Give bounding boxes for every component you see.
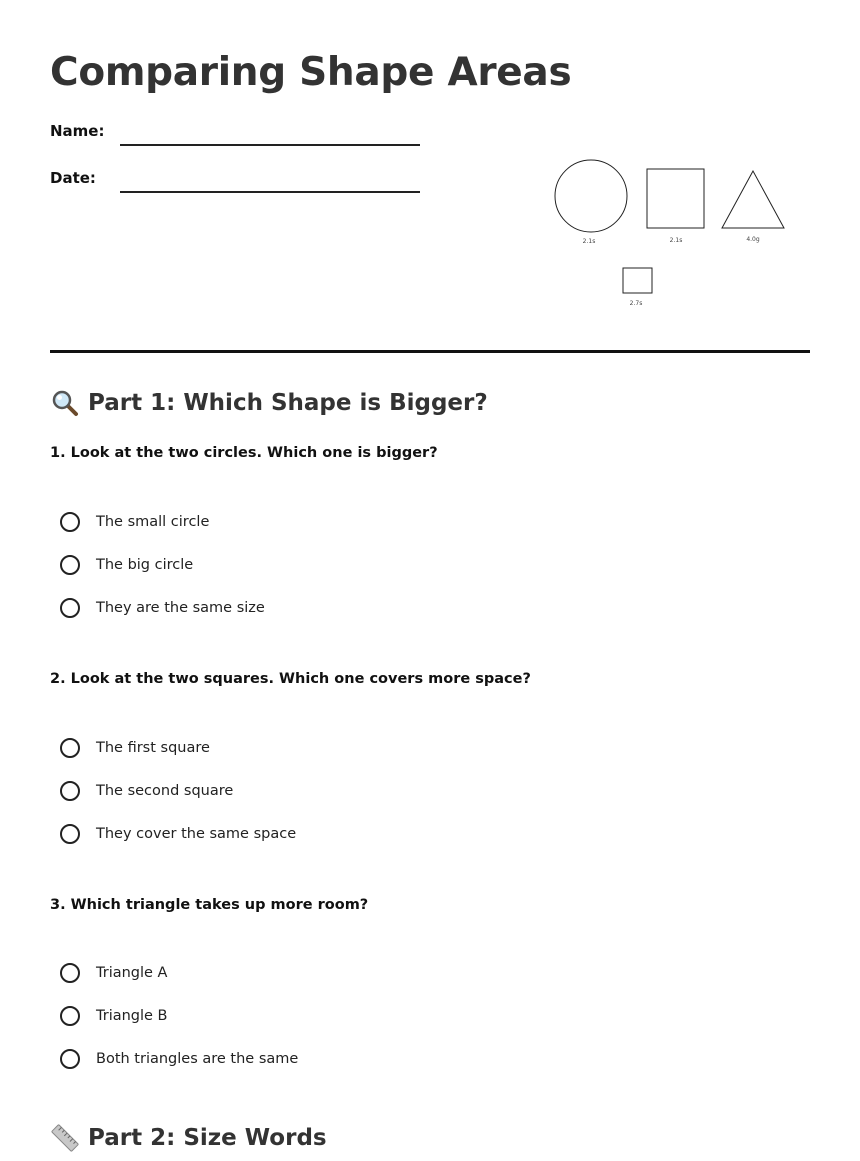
q3-option-triangle-a[interactable] (60, 960, 167, 986)
magnifying-glass-icon (50, 388, 80, 418)
radio-button[interactable] (60, 555, 80, 575)
circle-shape (555, 160, 627, 232)
q2-option-second-square[interactable] (60, 778, 233, 804)
option-label: The second square (96, 783, 234, 799)
option-label: The small circle (96, 514, 210, 530)
q3-option-triangle-b[interactable] (60, 1003, 168, 1029)
triangle-shape (722, 171, 784, 228)
q1-option-big-circle[interactable] (60, 552, 193, 578)
part1-title-text: Part 1: Which Shape is Bigger? (88, 390, 488, 416)
header-divider (50, 350, 810, 353)
option-label: The first square (96, 740, 210, 756)
shapes-drawing (540, 150, 800, 320)
q2-option-first-square[interactable] (60, 735, 210, 761)
option-label: They cover the same space (96, 826, 297, 842)
page-title: Comparing Shape Areas (50, 50, 572, 95)
part2-title-text: Part 2: Size Words (88, 1125, 327, 1151)
option-label: Triangle B (96, 1008, 168, 1024)
part2-title (50, 1123, 327, 1153)
date-input-line[interactable] (120, 191, 420, 193)
date-label: Date: (50, 169, 96, 187)
radio-button[interactable] (60, 824, 80, 844)
radio-button[interactable] (60, 963, 80, 983)
part1-title (50, 388, 488, 418)
option-label: Both triangles are the same (96, 1051, 299, 1067)
q2-option-same-space[interactable] (60, 821, 296, 847)
ruler-icon (50, 1123, 80, 1153)
option-label: Triangle A (96, 965, 168, 981)
radio-button[interactable] (60, 512, 80, 532)
question-1: 1. Look at the two circles. Which one is bigger? (50, 445, 438, 461)
small-rectangle-shape (623, 268, 652, 293)
shapes-figure (540, 150, 800, 320)
radio-button[interactable] (60, 1006, 80, 1026)
circle-label: 2.1s (582, 238, 596, 245)
q1-option-same-size[interactable] (60, 595, 265, 621)
q1-option-small-circle[interactable] (60, 509, 209, 535)
radio-button[interactable] (60, 598, 80, 618)
option-label: The big circle (96, 557, 194, 573)
name-input-line[interactable] (120, 144, 420, 146)
option-label: They are the same size (96, 600, 265, 616)
question-2: 2. Look at the two squares. Which one covers more space? (50, 671, 531, 687)
q3-option-both-same[interactable] (60, 1046, 298, 1072)
square-label: 2.1s (669, 237, 683, 244)
radio-button[interactable] (60, 781, 80, 801)
question-3: 3. Which triangle takes up more room? (50, 897, 369, 913)
radio-button[interactable] (60, 1049, 80, 1069)
rectangle-label: 2.7s (629, 300, 643, 307)
name-label: Name: (50, 122, 105, 140)
square-shape (647, 169, 704, 228)
radio-button[interactable] (60, 738, 80, 758)
triangle-label: 4.0g (746, 236, 760, 243)
